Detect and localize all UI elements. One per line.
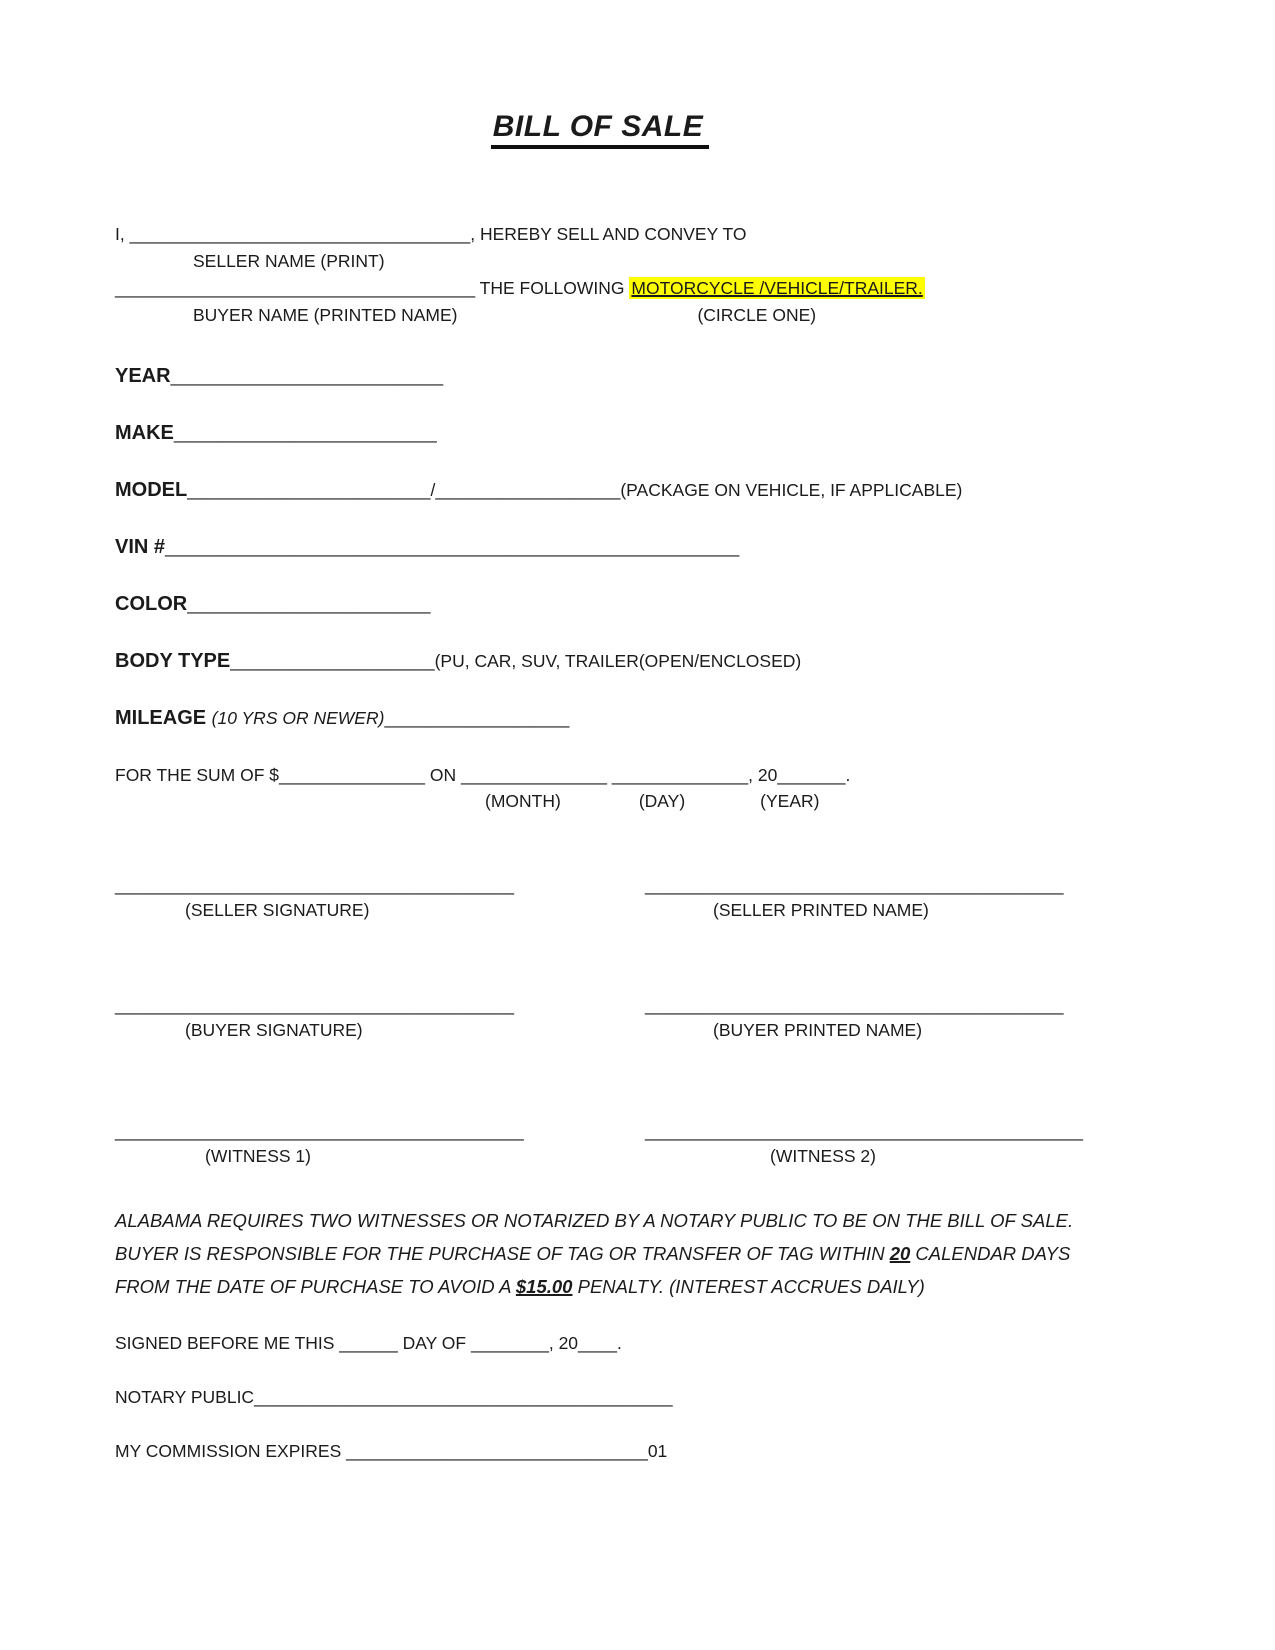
- buyer-signature-caption: (BUYER SIGNATURE): [185, 1020, 363, 1040]
- model-blank-2: ___________________: [435, 480, 621, 500]
- mileage-note: (10 YRS OR NEWER): [211, 708, 385, 728]
- commission-expires-line: [115, 1438, 1085, 1465]
- intro-captions-row: [115, 302, 1085, 329]
- notice-part2: CALENDAR DAYS FROM THE DATE OF PURCHASE TO AVOID A: [115, 1243, 1071, 1297]
- sum-period: .: [845, 765, 851, 785]
- buyer-signature-captions: [115, 1018, 1085, 1042]
- day-caption: (DAY): [638, 791, 686, 811]
- notary-public-line: [115, 1384, 1085, 1411]
- commission-suffix: 01: [647, 1441, 668, 1461]
- notice-penalty-amount: $15.00: [515, 1276, 573, 1297]
- witness1-caption: (WITNESS 1): [205, 1146, 311, 1166]
- signed-month-blank: ________: [470, 1333, 549, 1353]
- model-blank-1: _________________________: [187, 480, 431, 500]
- intro-line-seller: [115, 221, 1085, 248]
- sum-amount-blank: _______________: [279, 765, 425, 785]
- sum-pre: FOR THE SUM OF $: [115, 765, 279, 785]
- seller-signature-lines: [115, 874, 1085, 896]
- buyer-name-caption: BUYER NAME (PRINTED NAME): [193, 305, 458, 325]
- body-type-label: BODY TYPE: [115, 650, 231, 672]
- intro-hereby: , HEREBY SELL AND CONVEY TO: [470, 224, 747, 244]
- seller-printed-name-caption: (SELLER PRINTED NAME): [713, 900, 929, 920]
- year-blank: ____________________________: [170, 366, 444, 386]
- seller-name-caption: SELLER NAME (PRINT): [193, 251, 385, 271]
- page-title: BILL OF SALE: [491, 110, 709, 149]
- vin-field-row: [115, 534, 1085, 561]
- seller-printed-name-blank: ___________________________________________: [645, 875, 1064, 895]
- sum-year-blank: _______: [777, 765, 846, 785]
- model-label: MODEL: [115, 479, 188, 501]
- intro-the-following: THE FOLLOWING: [475, 278, 630, 298]
- signed-pre: SIGNED BEFORE ME THIS: [115, 1333, 340, 1353]
- buyer-signature-lines: [115, 994, 1085, 1016]
- body-type-note: (PU, CAR, SUV, TRAILER(OPEN/ENCLOSED): [434, 651, 802, 671]
- signed-before-me-line: [115, 1330, 1085, 1357]
- notary-public-label: NOTARY PUBLIC: [115, 1387, 255, 1407]
- year-field-row: [115, 363, 1085, 390]
- color-label: COLOR: [115, 593, 188, 615]
- color-field-row: [115, 591, 1085, 618]
- signed-mid: DAY OF: [397, 1333, 471, 1353]
- intro-section: [115, 221, 1085, 329]
- year-label: YEAR: [115, 365, 171, 387]
- vin-label: VIN #: [115, 536, 166, 558]
- buyer-signature-blank: _________________________________________: [115, 995, 515, 1015]
- commission-label: MY COMMISSION EXPIRES: [115, 1441, 347, 1461]
- witness1-blank: __________________________________________: [115, 1121, 524, 1141]
- notice-part1: ALABAMA REQUIRES TWO WITNESSES OR NOTARIZED BY A NOTARY PUBLIC TO BE ON THE BILL OF SALE. BUYER IS RESPONSIBLE FOR THE PURCHASE OF TAG OR TRANSFER OF TAG WITHIN: [115, 1210, 1074, 1264]
- notice-part3: PENALTY. (INTEREST ACCRUES DAILY): [572, 1276, 925, 1297]
- make-label: MAKE: [115, 422, 174, 444]
- sum-line: [115, 762, 1085, 789]
- model-note: (PACKAGE ON VEHICLE, IF APPLICABLE): [620, 480, 963, 500]
- seller-signature-captions: [115, 898, 1085, 922]
- vehicle-fields-section: [115, 363, 1085, 732]
- seller-signature-blank: _________________________________________: [115, 875, 515, 895]
- sum-day-blank: ______________: [611, 765, 749, 785]
- body-type-field-row: [115, 648, 1085, 675]
- model-separator: /: [430, 480, 436, 500]
- mileage-label: MILEAGE: [115, 707, 212, 729]
- sum-comma-20: , 20: [748, 765, 778, 785]
- witness2-blank: _____________________________________________: [645, 1121, 1083, 1141]
- make-blank: ___________________________: [173, 423, 437, 443]
- make-field-row: [115, 420, 1085, 447]
- witness-captions: [115, 1144, 1085, 1168]
- signed-comma20: , 20: [548, 1333, 579, 1353]
- notary-public-blank: ___________________________________________: [254, 1387, 673, 1407]
- commission-blank: _______________________________: [346, 1441, 648, 1461]
- intro-line-buyer: [115, 275, 1085, 302]
- month-day-year-captions: [115, 789, 1085, 814]
- sum-month-blank: _______________: [460, 765, 607, 785]
- signed-year-blank: ____: [578, 1333, 617, 1353]
- alabama-notice-paragraph: [115, 1204, 1090, 1303]
- mileage-field-row: [115, 705, 1085, 732]
- circle-one-caption: (CIRCLE ONE): [697, 305, 817, 325]
- seller-name-blank: ___________________________________: [129, 224, 471, 244]
- model-field-row: [115, 477, 1085, 504]
- witness2-caption: (WITNESS 2): [770, 1146, 876, 1166]
- seller-signature-caption: (SELLER SIGNATURE): [185, 900, 370, 920]
- signed-period: .: [616, 1333, 622, 1353]
- vin-blank: ___________________________________________________________: [165, 537, 740, 557]
- sum-on: ON: [425, 765, 461, 785]
- notice-days: 20: [889, 1243, 911, 1264]
- intro-i: I,: [115, 224, 130, 244]
- buyer-printed-name-caption: (BUYER PRINTED NAME): [713, 1020, 923, 1040]
- witness-lines: [115, 1120, 1085, 1142]
- vehicle-type-highlight: MOTORCYCLE /VEHICLE/TRAILER.: [631, 278, 923, 298]
- buyer-name-blank: _____________________________________: [115, 278, 476, 298]
- signed-day-blank: ______: [339, 1333, 398, 1353]
- mileage-blank: ___________________: [384, 708, 570, 728]
- year-caption: (YEAR): [760, 791, 820, 811]
- buyer-printed-name-blank: ___________________________________________: [645, 995, 1064, 1015]
- body-type-blank: _____________________: [230, 651, 435, 671]
- color-blank: _________________________: [187, 594, 431, 614]
- title-section: [115, 0, 1085, 149]
- month-caption: (MONTH): [485, 791, 561, 811]
